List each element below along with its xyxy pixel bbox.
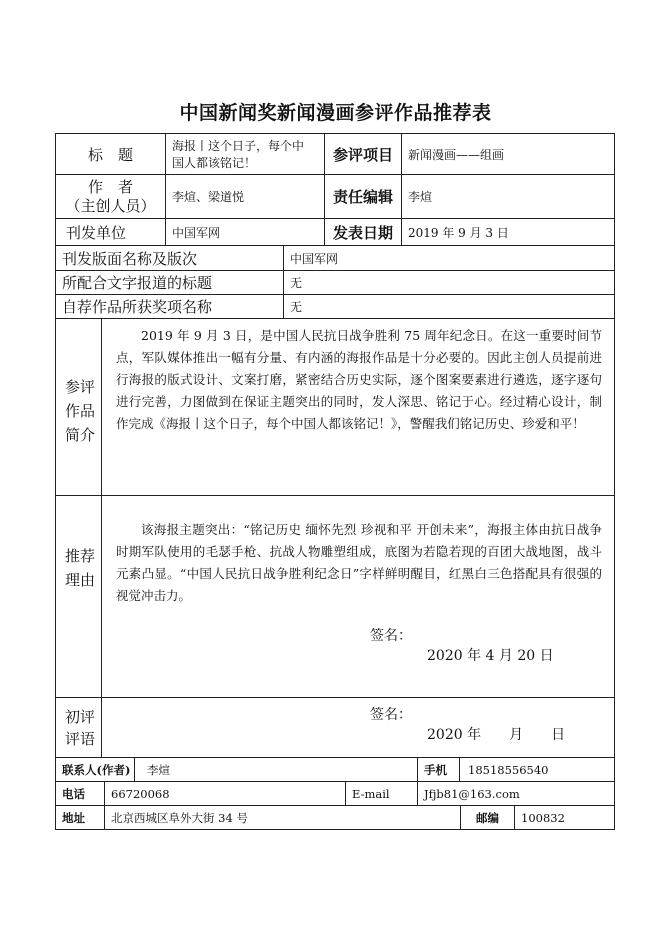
initial-label: 初评 评语 [55,697,102,758]
page-name-value: 中国军网 [283,245,615,271]
summary-text: 2019 年 9 月 3 日，是中国人民抗日战争胜利 75 周年纪念日。在这一重要时间节点，军队媒体推出一幅有分量、有内涵的海报作品是十分必要的。因此主创人员提前进行海报的版式设计、文案打磨，紧密结合历史实际，逐个图案要素进行遴选，逐字逐句进行完善，力图做到在保证主题突出的同时，发人深思、铭记于心。经过精心设计，制作完成《海报丨这个日子，每个中国人都该铭记！》，警醒我们铭记历史、珍爱和平！ [116,328,602,431]
headline-label: 标 题 [55,133,166,175]
initial-date: 2020 年 月 日 [427,727,566,743]
summary-box [101,318,615,496]
contact-person-label: 联系人(作者) [55,757,135,782]
contact-person-value: 李煊 [134,757,418,782]
publisher-value: 中国军网 [165,218,325,246]
editor-value: 李煊 [401,174,615,219]
related-title-value: 无 [283,270,615,295]
zip-label: 邮编 [460,805,515,830]
phone-label: 电话 [55,781,105,806]
awards-label: 自荐作品所获奖项名称 [55,294,284,319]
mobile-label: 手机 [417,757,460,782]
zip-value: 100832 [514,805,615,830]
reason-date: 2020 年 4 月 20 日 [427,648,554,664]
mobile-value: 18518556540 [459,757,615,782]
reason-sign-label: 签名： [370,628,412,644]
reason-label: 推荐 理由 [55,495,102,698]
editor-label: 责任编辑 [324,174,402,219]
page-title: 中国新闻奖新闻漫画参评作品推荐表 [179,102,492,124]
category-label: 参评项目 [324,133,402,175]
reason-box [101,495,615,698]
initial-sign-label: 签名： [370,707,412,723]
related-title-label: 所配合文字报道的标题 [55,270,284,295]
pub-date-label: 发表日期 [324,218,402,246]
pub-date-value: 2019 年 9 月 3 日 [401,218,615,246]
publisher-label: 刊发单位 [55,218,166,246]
address-label: 地址 [55,805,105,830]
awards-value: 无 [283,294,615,319]
address-value: 北京西城区阜外大街 34 号 [104,805,461,830]
summary-label: 参评 作品 简介 [55,318,102,496]
author-value: 李煊、梁道悦 [165,174,325,219]
email-value: Jfjb81@163.com [417,781,615,806]
page-name-label: 刊发版面名称及版次 [55,245,284,271]
phone-value: 66720068 [104,781,346,806]
reason-text: 该海报主题突出：“铭记历史 缅怀先烈 珍视和平 开创未来”，海报主体由抗日战争时期军队使用的毛瑟手枪、抗战人物雕塑组成，底图为若隐若现的百团大战地图，战斗元素凸显。“中国人民抗日战争胜利纪念日”字样鲜明醒目，红黑白三色搭配具有很强的视觉冲击力。 [116,522,602,603]
category-value: 新闻漫画——组画 [401,133,615,175]
headline-value: 海报丨这个日子，每个中 国人都该铭记！ [165,133,325,175]
email-label: E-mail [345,781,418,806]
author-label: 作 者 （主创人员） [55,174,166,219]
